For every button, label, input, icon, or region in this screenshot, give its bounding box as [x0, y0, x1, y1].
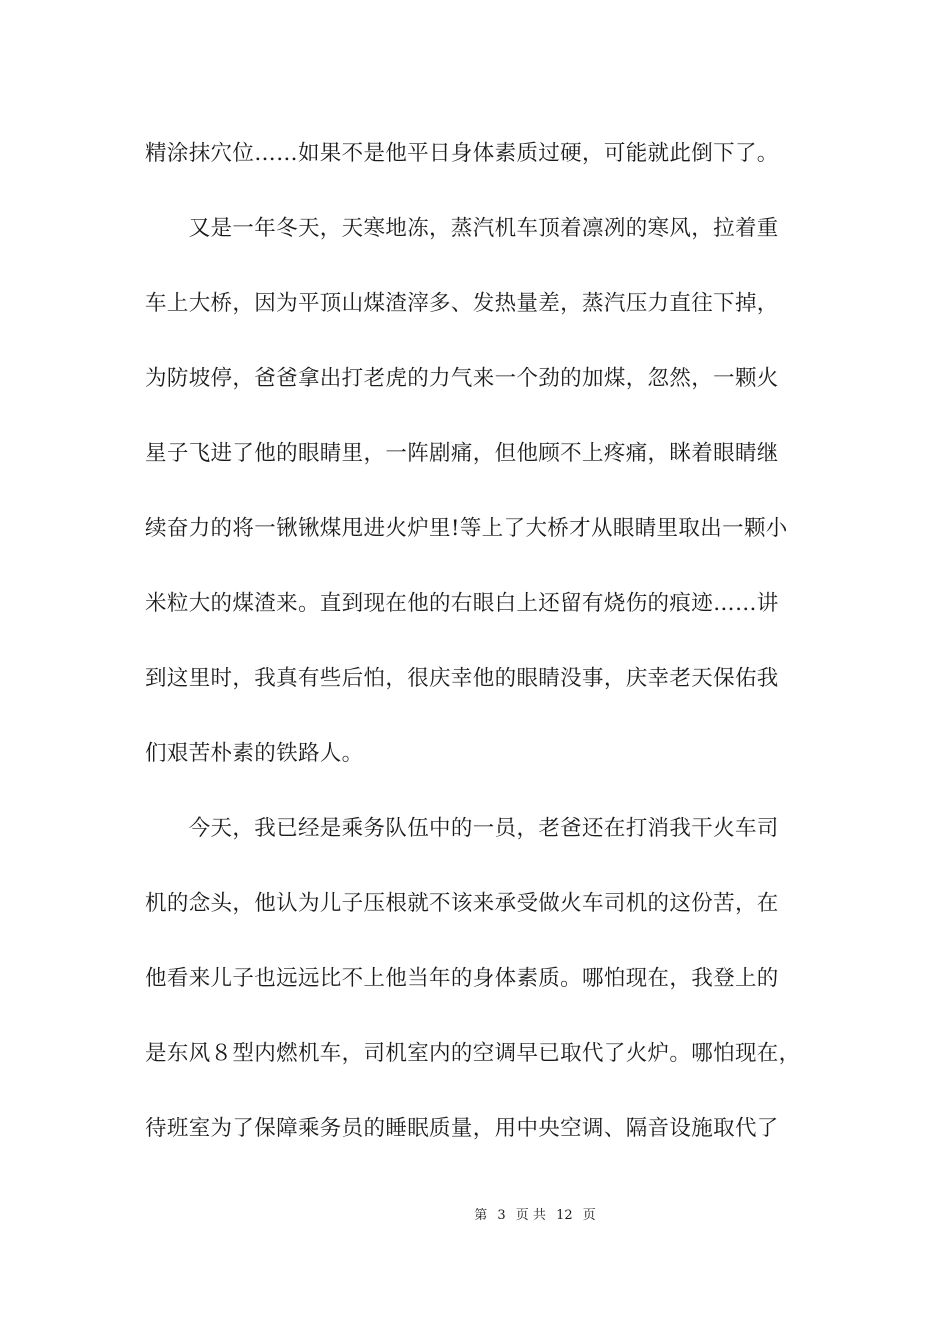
footer-total-pages: 12 [556, 1208, 573, 1223]
text-line-2: 又是一年冬天，天寒地冻，蒸汽机车顶着凛冽的寒风，拉着重 [145, 216, 779, 241]
text-line-7: 米粒大的煤渣来。直到现在他的右眼白上还留有烧伤的痕迹……讲 [145, 591, 779, 616]
footer-current-page: 3 [497, 1208, 506, 1223]
text-line-12: 他看来儿子也远远比不上他当年的身体素质。哪怕现在，我登上的 [145, 966, 779, 991]
text-line-10: 今天，我已经是乘务队伍中的一员，老爸还在打消我干火车司 [145, 816, 779, 841]
text-line-13: 是东风８型内燃机车，司机室内的空调早已取代了火炉。哪怕现在， [145, 1041, 801, 1066]
text-line-3: 车上大桥，因为平顶山煤渣滓多、发热量差，蒸汽压力直往下掉， [145, 291, 779, 316]
page-footer [0, 1207, 950, 1225]
text-line-9: 们艰苦朴素的铁路人。 [145, 741, 364, 766]
text-line-4: 为防坡停，爸爸拿出打老虎的力气来一个劲的加煤，忽然，一颗火 [145, 366, 779, 391]
footer-prefix: 第 [474, 1208, 488, 1223]
footer-suffix: 页 [582, 1208, 596, 1223]
text-line-5: 星子飞进了他的眼睛里，一阵剧痛，但他顾不上疼痛，眯着眼睛继 [145, 441, 779, 466]
text-line-11: 机的念头，他认为儿子压根就不该来承受做火车司机的这份苦，在 [145, 891, 779, 916]
text-line-14: 待班室为了保障乘务员的睡眠质量，用中央空调、隔音设施取代了 [145, 1116, 779, 1141]
text-line-6: 续奋力的将一锹锹煤甩进火炉里!等上了大桥才从眼睛里取出一颗小 [145, 516, 788, 541]
text-line-1: 精涂抹穴位……如果不是他平日身体素质过硬，可能就此倒下了。 [145, 141, 779, 166]
footer-mid: 页 共 [515, 1208, 546, 1223]
text-line-8: 到这里时，我真有些后怕，很庆幸他的眼睛没事，庆幸老天保佑我 [145, 666, 779, 691]
